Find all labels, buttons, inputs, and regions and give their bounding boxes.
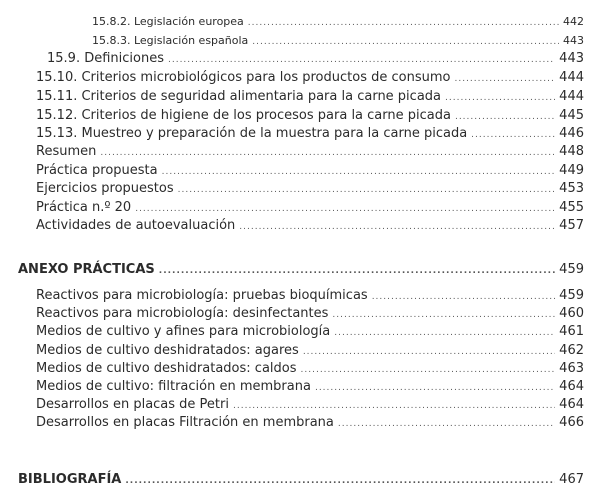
- dot-leader: [233, 401, 555, 411]
- toc-entry-page: 445: [559, 108, 584, 123]
- toc-entry-page: 446: [559, 126, 584, 141]
- toc-entry-label: Práctica n.º 20: [36, 200, 132, 215]
- toc-entry-page: 453: [559, 181, 584, 196]
- toc-entry-label: Medios de cultivo y afines para microbiología: [36, 324, 331, 339]
- toc-entry[interactable]: [36, 288, 584, 303]
- toc-entry-page: 455: [559, 200, 584, 215]
- toc-entry-label: 15.9. Definiciones: [47, 51, 164, 66]
- dot-leader: [252, 37, 559, 47]
- toc-entry[interactable]: [92, 15, 584, 28]
- toc-entry-page: 448: [559, 144, 584, 159]
- toc-entry[interactable]: [92, 34, 584, 47]
- toc-entry-label: Medios de cultivo deshidratados: caldos: [36, 361, 297, 376]
- toc-entry[interactable]: [36, 306, 584, 321]
- toc-entry-label: Práctica propuesta: [36, 163, 158, 178]
- dot-leader: [100, 148, 555, 158]
- dot-leader: [159, 266, 555, 276]
- toc-entry[interactable]: [36, 89, 584, 104]
- dot-leader: [239, 222, 555, 232]
- toc-entry[interactable]: [36, 415, 584, 430]
- toc-entry-label: 15.10. Criterios microbiológicos para los productos de consumo: [36, 70, 451, 85]
- toc-entry[interactable]: [36, 361, 584, 376]
- toc-entry[interactable]: [36, 324, 584, 339]
- dot-leader: [471, 130, 555, 140]
- toc-entry-label: Ejercicios propuestos: [36, 181, 174, 196]
- dot-leader: [178, 185, 556, 195]
- toc-entry[interactable]: [36, 163, 584, 178]
- toc-entry[interactable]: [36, 144, 584, 159]
- toc-entry-label: Medios de cultivo deshidratados: agares: [36, 343, 299, 358]
- toc-entry-label: Resumen: [36, 144, 97, 159]
- toc-entry[interactable]: [36, 181, 584, 196]
- toc-entry[interactable]: [36, 343, 584, 358]
- toc-entry-label: 15.11. Criterios de seguridad alimentaria para la carne picada: [36, 89, 442, 104]
- dot-leader: [445, 93, 555, 103]
- toc-entry-page: 461: [559, 324, 584, 339]
- toc-entry-label: Actividades de autoevaluación: [36, 218, 236, 233]
- dot-leader: [315, 383, 555, 393]
- toc-entry-page: 444: [559, 70, 584, 85]
- dot-leader: [125, 476, 555, 486]
- toc-entry-page: 462: [559, 343, 584, 358]
- toc-entry-page: 457: [559, 218, 584, 233]
- toc-entry-label: 15.12. Criterios de higiene de los procesos para la carne picada: [36, 108, 451, 123]
- toc-entry-label: Reactivos para microbiología: pruebas bioquímicas: [36, 288, 368, 303]
- toc-entry[interactable]: [36, 108, 584, 123]
- toc-entry-page: 444: [559, 89, 584, 104]
- dot-leader: [168, 55, 555, 65]
- toc-entry-label: 15.13. Muestreo y preparación de la muestra para la carne picada: [36, 126, 468, 141]
- dot-leader: [338, 419, 555, 429]
- toc-entry-page: 464: [559, 379, 584, 394]
- dot-leader: [455, 112, 555, 122]
- toc-entry-label: Desarrollos en placas Filtración en membrana: [36, 415, 334, 430]
- toc-entry[interactable]: [36, 70, 584, 85]
- toc-heading-page: 467: [559, 472, 584, 487]
- toc-entry-label: Medios de cultivo: filtración en membrana: [36, 379, 311, 394]
- dot-leader: [372, 292, 555, 302]
- toc-entry-label: 15.8.2. Legislación europea: [92, 15, 244, 28]
- toc-entry[interactable]: [36, 218, 584, 233]
- toc-entry[interactable]: [47, 51, 584, 66]
- toc-heading-anexo[interactable]: [18, 262, 584, 277]
- dot-leader: [301, 365, 556, 375]
- dot-leader: [303, 347, 555, 357]
- toc-entry-page: 464: [559, 397, 584, 412]
- dot-leader: [248, 18, 559, 28]
- toc-entry[interactable]: [36, 397, 584, 412]
- toc-heading-label: BIBLIOGRAFÍA: [18, 472, 122, 487]
- toc-entry[interactable]: [36, 126, 584, 141]
- toc-entry-page: 442: [563, 15, 584, 28]
- toc-entry-page: 460: [559, 306, 584, 321]
- toc-heading-bibliografia[interactable]: [18, 472, 584, 487]
- toc-entry-page: 443: [563, 34, 584, 47]
- dot-leader: [334, 328, 555, 338]
- toc-entry[interactable]: [36, 200, 584, 215]
- toc-entry-label: Reactivos para microbiología: desinfectantes: [36, 306, 329, 321]
- dot-leader: [135, 204, 555, 214]
- toc-heading-label: ANEXO PRÁCTICAS: [18, 262, 155, 277]
- toc-entry-page: 459: [559, 288, 584, 303]
- toc-entry-page: 449: [559, 163, 584, 178]
- dot-leader: [332, 310, 555, 320]
- toc-entry[interactable]: [36, 379, 584, 394]
- toc-entry-page: 443: [559, 51, 584, 66]
- toc-entry-label: 15.8.3. Legislación española: [92, 34, 249, 47]
- toc-heading-page: 459: [559, 262, 584, 277]
- dot-leader: [162, 167, 556, 177]
- toc-entry-page: 466: [559, 415, 584, 430]
- dot-leader: [454, 74, 555, 84]
- toc-entry-page: 463: [559, 361, 584, 376]
- toc-entry-label: Desarrollos en placas de Petri: [36, 397, 229, 412]
